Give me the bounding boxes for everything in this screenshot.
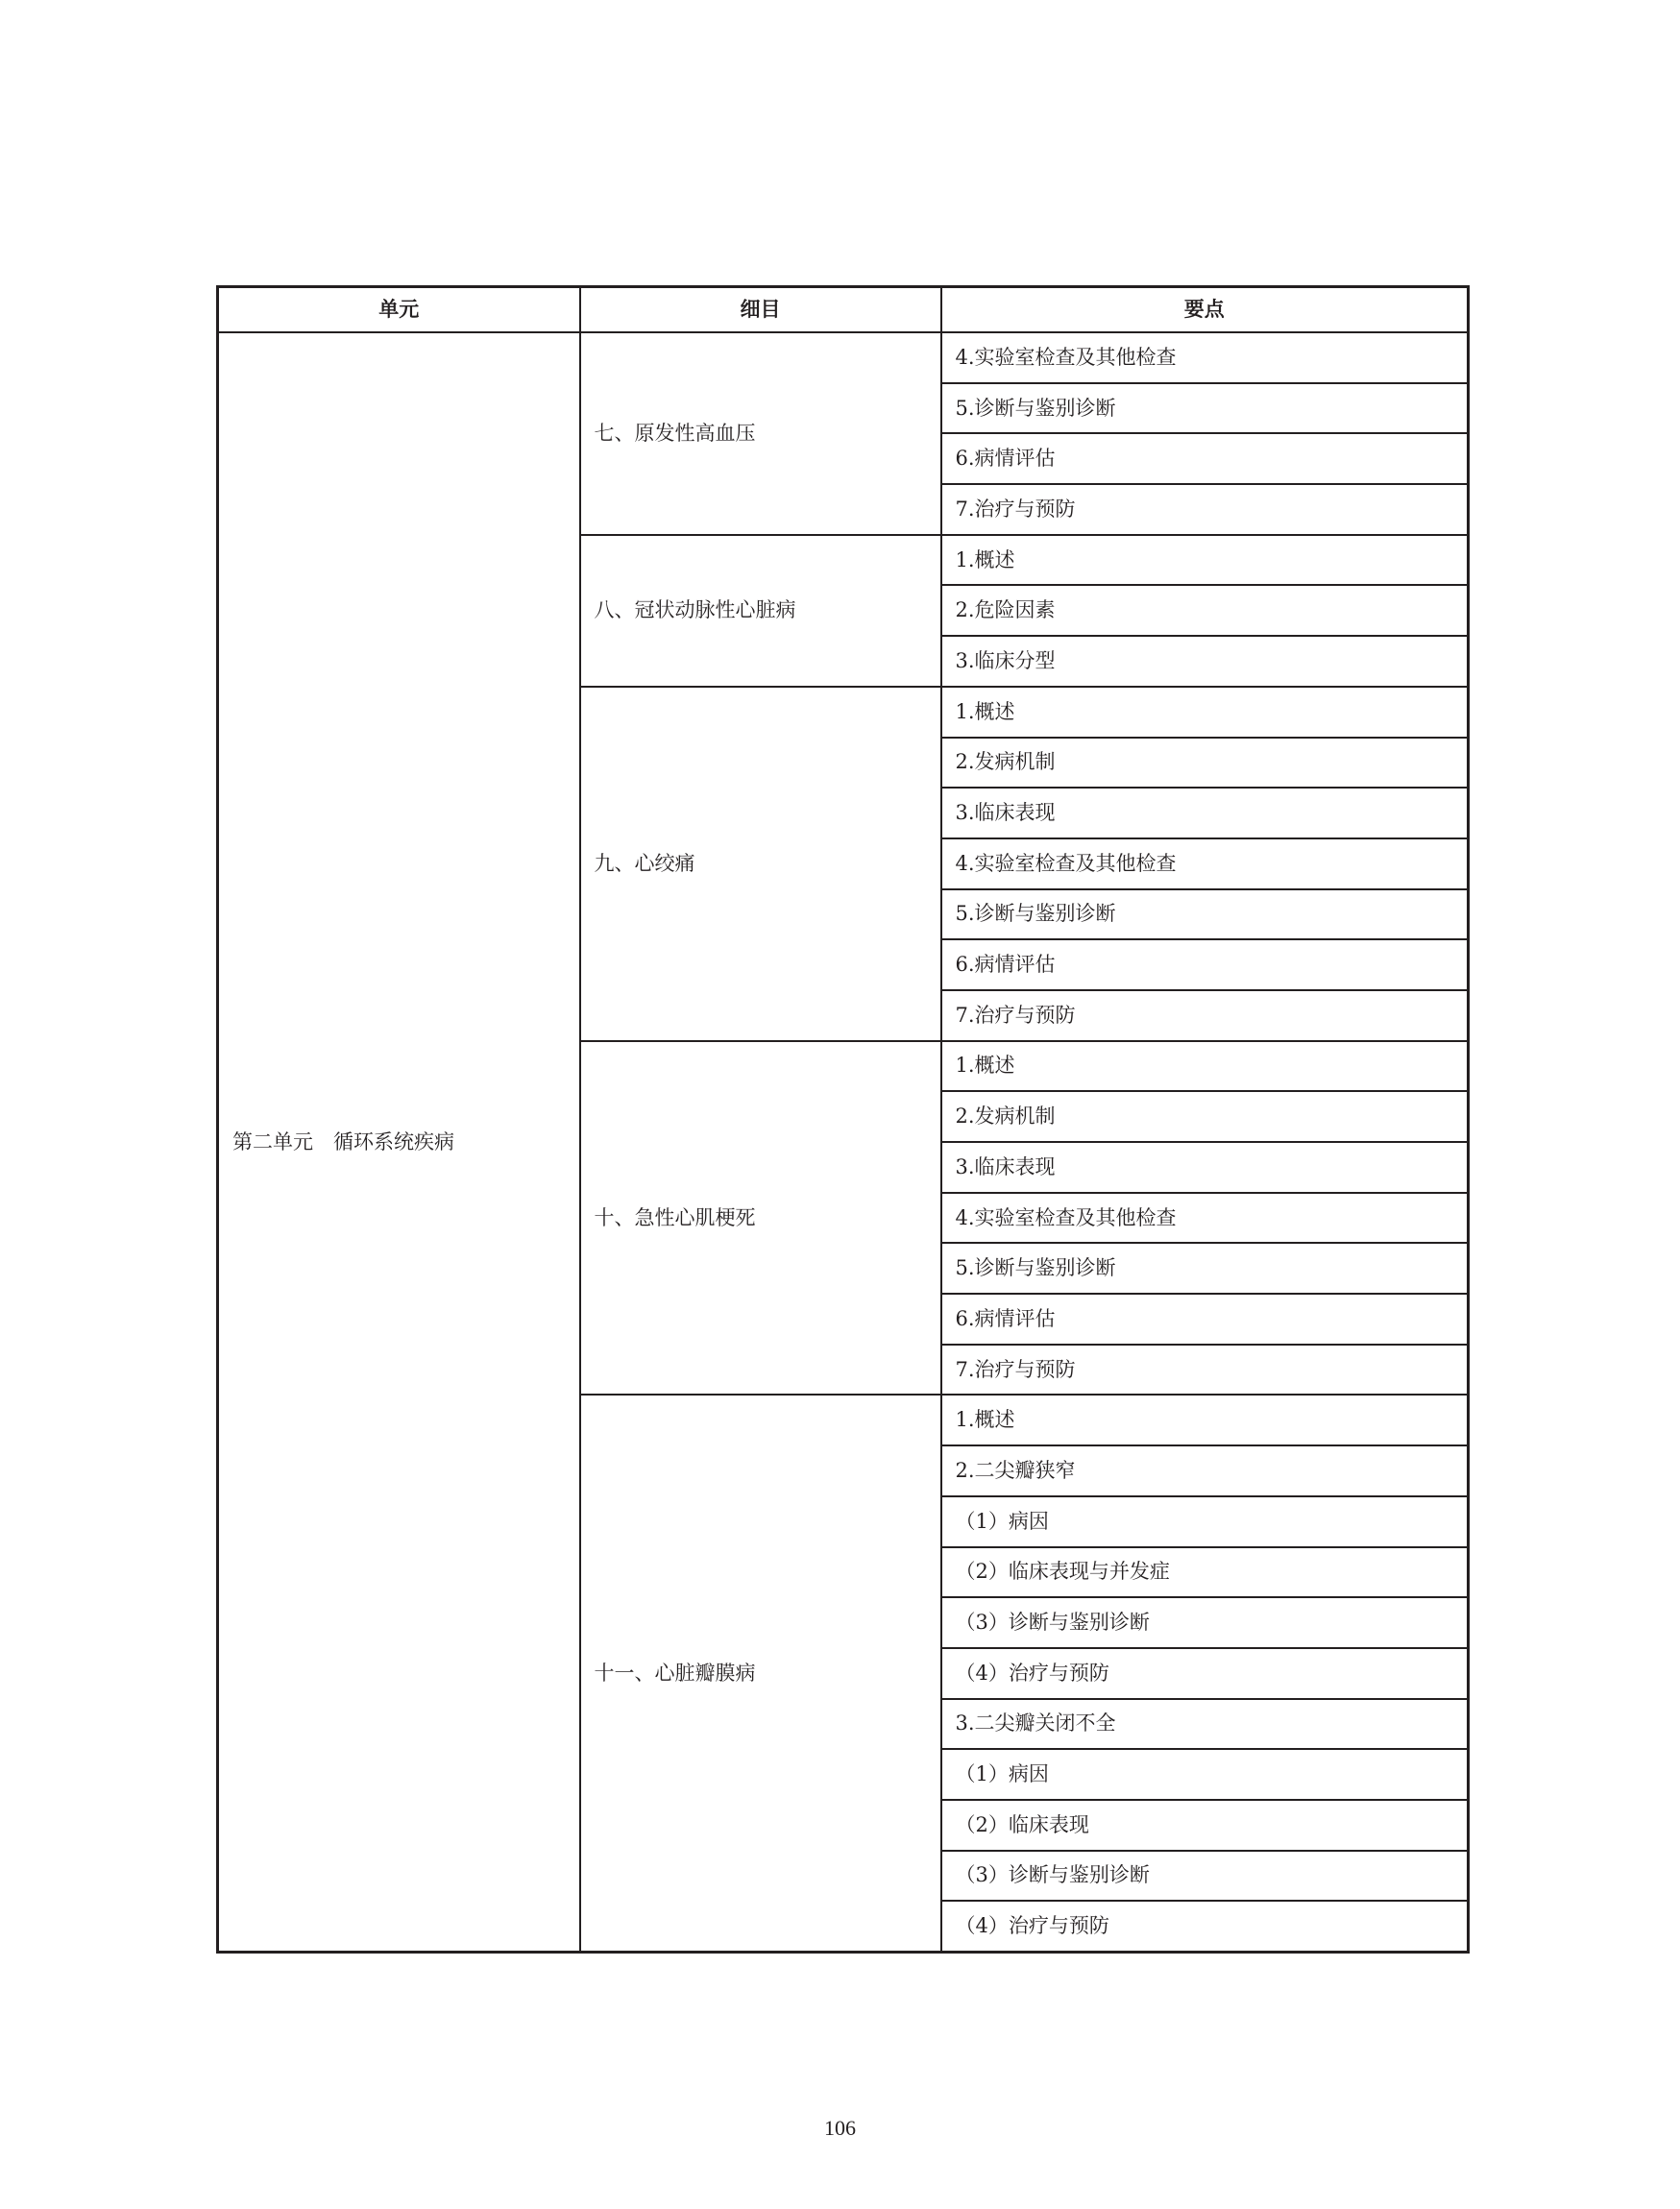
point-cell: （1）病因	[941, 1749, 1469, 1800]
point-cell: 2.二尖瓣狭窄	[941, 1445, 1469, 1496]
table-body	[218, 332, 1469, 1953]
point-cell: 3.二尖瓣关闭不全	[941, 1699, 1469, 1750]
point-cell: （1）病因	[941, 1496, 1469, 1547]
item-cell: 十、急性心肌梗死	[580, 1041, 941, 1396]
point-cell: （2）临床表现	[941, 1800, 1469, 1851]
point-cell: 1.概述	[941, 535, 1469, 586]
point-cell: 6.病情评估	[941, 939, 1469, 990]
point-cell: 1.概述	[941, 1395, 1469, 1445]
point-cell: 4.实验室检查及其他检查	[941, 1193, 1469, 1244]
point-cell: （4）治疗与预防	[941, 1648, 1469, 1699]
table-row	[218, 332, 1469, 383]
header-points: 要点	[941, 287, 1469, 333]
point-cell: 3.临床表现	[941, 1142, 1469, 1193]
point-cell: 2.危险因素	[941, 585, 1469, 636]
point-cell: 4.实验室检查及其他检查	[941, 332, 1469, 383]
item-cell: 八、冠状动脉性心脏病	[580, 535, 941, 687]
point-cell: （3）诊断与鉴别诊断	[941, 1851, 1469, 1902]
point-cell: 6.病情评估	[941, 433, 1469, 484]
point-cell: 3.临床表现	[941, 788, 1469, 838]
page-number: 106	[824, 2116, 856, 2140]
header-unit: 单元	[218, 287, 580, 333]
point-cell: 4.实验室检查及其他检查	[941, 838, 1469, 889]
point-cell: 2.发病机制	[941, 1091, 1469, 1142]
point-cell: 1.概述	[941, 1041, 1469, 1092]
syllabus-table	[216, 285, 1470, 1954]
item-cell: 九、心绞痛	[580, 687, 941, 1041]
point-cell: 7.治疗与预防	[941, 484, 1469, 535]
point-cell: 6.病情评估	[941, 1294, 1469, 1345]
point-cell: 7.治疗与预防	[941, 1345, 1469, 1396]
unit-cell: 第二单元 循环系统疾病	[218, 332, 580, 1953]
point-cell: 5.诊断与鉴别诊断	[941, 383, 1469, 434]
header-item: 细目	[580, 287, 941, 333]
header-row	[218, 287, 1469, 333]
point-cell: 2.发病机制	[941, 738, 1469, 789]
point-cell: 3.临床分型	[941, 636, 1469, 687]
point-cell: （4）治疗与预防	[941, 1901, 1469, 1952]
item-cell: 十一、心脏瓣膜病	[580, 1395, 941, 1952]
point-cell: 5.诊断与鉴别诊断	[941, 889, 1469, 940]
point-cell: （2）临床表现与并发症	[941, 1547, 1469, 1598]
point-cell: 1.概述	[941, 687, 1469, 738]
point-cell: 5.诊断与鉴别诊断	[941, 1243, 1469, 1294]
item-cell: 七、原发性高血压	[580, 332, 941, 535]
point-cell: 7.治疗与预防	[941, 990, 1469, 1041]
point-cell: （3）诊断与鉴别诊断	[941, 1597, 1469, 1648]
